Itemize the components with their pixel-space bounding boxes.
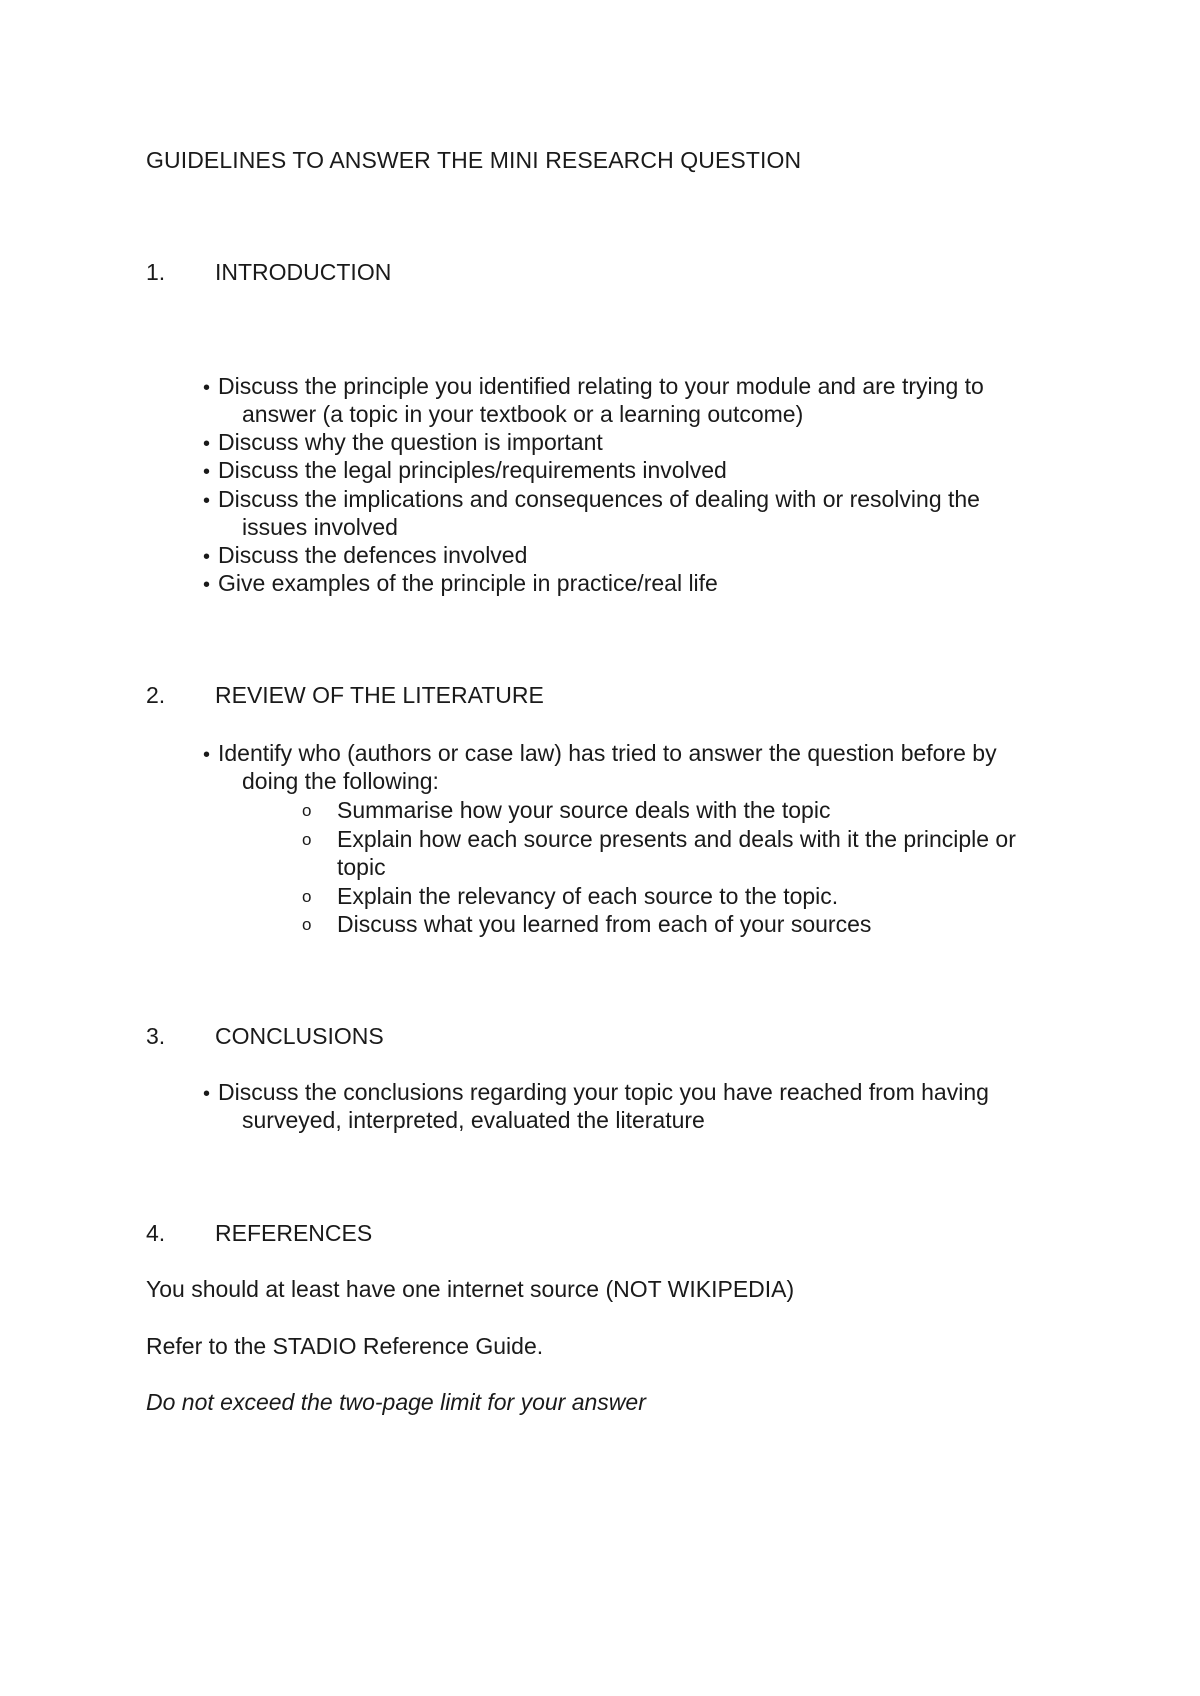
bullet-marker: • <box>203 377 211 399</box>
section-2-sub-bullet-2-continuation: topic <box>337 854 386 880</box>
bullet-text: Discuss the legal principles/requirements involved <box>218 457 727 483</box>
bullet-marker: • <box>203 461 211 483</box>
section-1-bullet-3 <box>203 456 727 486</box>
section-3-number: 3. <box>146 1023 166 1049</box>
section-2-sub-bullet-4: Discuss what you learned from each of your sources <box>337 911 872 937</box>
bullet-marker: • <box>203 744 211 766</box>
bullet-text: Identify who (authors or case law) has tried to answer the question before by <box>218 740 997 766</box>
section-1-bullet-4-continuation: issues involved <box>242 514 398 540</box>
bullet-marker: • <box>203 546 211 568</box>
bullet-text: Give examples of the principle in practice/real life <box>218 570 718 596</box>
sub-bullet-marker: o <box>302 801 312 820</box>
section-1-bullet-5 <box>203 541 527 571</box>
bullet-text: Discuss the conclusions regarding your topic you have reached from having <box>218 1079 989 1105</box>
bullet-marker: • <box>203 433 211 455</box>
section-2-bullet-1 <box>203 739 997 769</box>
page-limit-note: Do not exceed the two-page limit for your answer <box>146 1389 646 1415</box>
section-2-bullet-1-continuation: doing the following: <box>242 768 439 794</box>
section-1-bullet-2 <box>203 428 603 458</box>
bullet-text: Discuss the principle you identified relating to your module and are trying to <box>218 373 984 399</box>
references-paragraph-2: Refer to the STADIO Reference Guide. <box>146 1333 544 1359</box>
bullet-text: Discuss the defences involved <box>218 542 528 568</box>
section-3-bullet-1-continuation: surveyed, interpreted, evaluated the literature <box>242 1107 705 1133</box>
section-2-sub-bullet-3: Explain the relevancy of each source to the topic. <box>337 883 839 909</box>
section-1-heading: INTRODUCTION <box>215 259 392 285</box>
section-3-bullet-1 <box>203 1078 989 1108</box>
bullet-marker: • <box>203 574 211 596</box>
sub-bullet-marker: o <box>302 830 312 849</box>
section-1-bullet-1 <box>203 372 984 402</box>
bullet-marker: • <box>203 490 211 512</box>
sub-bullet-marker: o <box>302 915 312 934</box>
section-4-heading: REFERENCES <box>215 1220 373 1246</box>
bullet-text: Discuss why the question is important <box>218 429 603 455</box>
section-2-number: 2. <box>146 682 166 708</box>
bullet-marker: • <box>203 1083 211 1105</box>
section-4-number: 4. <box>146 1220 166 1246</box>
section-1-number: 1. <box>146 259 166 285</box>
bullet-text: Discuss the implications and consequences of dealing with or resolving the <box>218 486 980 512</box>
section-2-heading: REVIEW OF THE LITERATURE <box>215 682 544 708</box>
section-1-bullet-1-continuation: answer (a topic in your textbook or a learning outcome) <box>242 401 804 427</box>
section-2-sub-bullet-2: Explain how each source presents and deals with it the principle or <box>337 826 1016 852</box>
references-paragraph-1: You should at least have one internet source (NOT WIKIPEDIA) <box>146 1276 795 1302</box>
section-2-sub-bullet-1: Summarise how your source deals with the topic <box>337 797 831 823</box>
sub-bullet-marker: o <box>302 887 312 906</box>
section-1-bullet-4 <box>203 485 980 515</box>
document-title: GUIDELINES TO ANSWER THE MINI RESEARCH QUESTION <box>146 147 802 173</box>
section-1-bullet-6 <box>203 569 718 599</box>
section-3-heading: CONCLUSIONS <box>215 1023 384 1049</box>
